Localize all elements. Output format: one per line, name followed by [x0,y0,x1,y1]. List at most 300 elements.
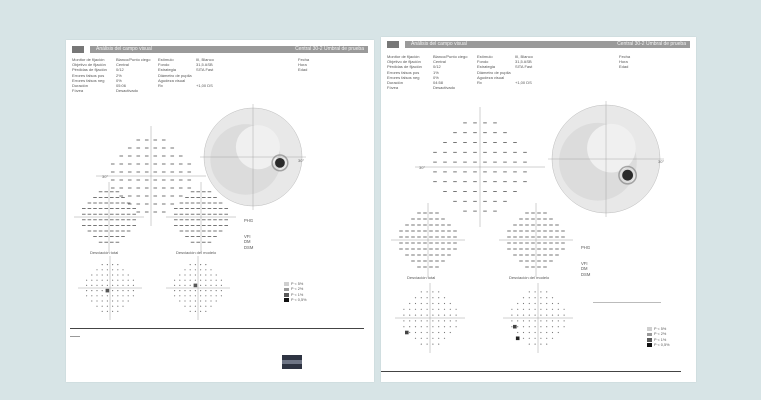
probability-point [200,269,201,270]
test-point [447,249,451,250]
test-point [531,243,535,244]
test-point [525,243,529,244]
legend-label: P < 2% [654,332,667,337]
test-point [110,236,114,237]
probability-point [438,303,439,304]
probability-point [184,300,185,301]
probability-point [427,320,428,321]
test-point [463,181,467,182]
probability-point [195,280,196,281]
test-point [463,152,467,153]
test-point [132,214,136,215]
test-point [136,140,140,141]
test-point [411,237,415,238]
test-point [174,219,178,220]
test-point [411,219,415,220]
test-point [417,261,421,262]
test-point [405,255,409,256]
test-point [443,172,447,173]
test-point [507,243,511,244]
index-label: VFI [244,234,251,239]
probability-point [546,297,547,298]
probability-point [558,309,559,310]
test-point [132,208,136,209]
test-point [116,214,120,215]
probability-point [179,280,180,281]
test-point [110,208,114,209]
probability-point [427,338,428,339]
probability-symbol [106,289,110,293]
test-point [441,261,445,262]
test-point [555,249,559,250]
test-point [531,267,535,268]
test-point [493,152,497,153]
probability-point [117,306,118,307]
test-point [447,231,451,232]
test-point [162,188,166,189]
test-point [202,191,206,192]
test-point [104,219,108,220]
test-point [196,203,200,204]
test-point [549,237,553,238]
test-point [435,219,439,220]
test-point [116,236,120,237]
test-point [405,243,409,244]
test-point [525,219,529,220]
probability-point [86,280,87,281]
test-point [128,148,132,149]
probability-point [102,295,103,296]
probability-point [96,295,97,296]
probability-point [195,300,196,301]
test-point [543,225,547,226]
report-header [90,46,368,53]
probability-point [546,344,547,345]
test-point [127,225,131,226]
probability-point [450,326,451,327]
probability-point [122,300,123,301]
test-point [519,261,523,262]
probability-point [546,309,547,310]
probability-point [403,326,404,327]
test-point [119,172,123,173]
test-point [549,243,553,244]
test-point [429,231,433,232]
test-point [443,191,447,192]
probability-point [535,344,536,345]
probability-point [190,285,191,286]
test-point [531,219,535,220]
test-point [453,191,457,192]
probability-point [133,285,134,286]
test-point [116,191,120,192]
test-point [441,243,445,244]
test-point [493,132,497,133]
probability-point [415,315,416,316]
test-point [513,181,517,182]
test-point [523,172,527,173]
probability-point [210,285,211,286]
test-point [519,249,523,250]
test-point [523,152,527,153]
probability-point [122,285,123,286]
test-point [121,231,125,232]
test-point [483,181,487,182]
probability-symbol [194,284,198,288]
meta-item: 0% [433,74,439,80]
probability-point [438,315,439,316]
test-point [132,225,136,226]
probability-point [86,295,87,296]
test-point [191,225,195,226]
probability-point [444,297,445,298]
pattern-deviation-grid [166,182,236,252]
report-title: Análisis del campo visual [411,41,467,47]
probability-point [438,332,439,333]
test-point [543,237,547,238]
test-point [224,208,228,209]
test-point [453,201,457,202]
probability-point [117,264,118,265]
test-point [493,142,497,143]
probability-point [432,291,433,292]
test-point [493,191,497,192]
probability-point [450,332,451,333]
test-point [399,243,403,244]
device-logo-icon [72,46,84,53]
probability-point [174,290,175,291]
test-point [423,243,427,244]
test-point [435,255,439,256]
test-point [507,231,511,232]
total-deviation-probability [78,256,142,320]
test-point [513,162,517,163]
test-point [423,255,427,256]
test-point [179,172,183,173]
test-point [88,208,92,209]
probability-point [205,306,206,307]
probability-point [200,311,201,312]
probability-point [190,311,191,312]
meta-item: 2% [116,72,122,78]
probability-point [107,285,108,286]
probability-point [444,303,445,304]
probability-point [96,306,97,307]
test-point [429,213,433,214]
legend-item [647,343,669,348]
test-point [435,213,439,214]
test-point [549,249,553,250]
probability-point [517,320,518,321]
blind-spot [275,158,285,168]
probability-point [107,280,108,281]
test-point [170,148,174,149]
meta-item: III, Blanco [515,54,533,59]
meta-item: III, Blanco [196,57,214,62]
test-point [537,267,541,268]
probability-point [205,300,206,301]
test-point [417,213,421,214]
probability-point [540,320,541,321]
probability-point [444,338,445,339]
test-point [525,261,529,262]
probability-point [133,295,134,296]
test-point [411,231,415,232]
test-point [411,261,415,262]
meta-item: Diámetro de pupila [158,72,192,78]
test-point [423,249,427,250]
probability-point [195,295,196,296]
pattern-deviation-probability [503,283,573,353]
probability-point [438,344,439,345]
test-point [429,255,433,256]
test-point [136,164,140,165]
probability-point [102,300,103,301]
test-point [180,225,184,226]
index-row [581,272,601,277]
probability-point [102,274,103,275]
test-point [483,123,487,124]
test-point [180,231,184,232]
test-point [111,164,115,165]
test-point [543,243,547,244]
test-point [453,243,457,244]
test-point [219,203,223,204]
probability-point [102,269,103,270]
test-point [435,261,439,262]
test-point [88,219,92,220]
meta-item: Agudeza visual [477,74,505,80]
probability-point [200,274,201,275]
probability-point [529,332,530,333]
probability-point [546,315,547,316]
probability-point [438,338,439,339]
test-point [196,191,200,192]
test-point [441,219,445,220]
test-point [170,172,174,173]
probability-point [444,309,445,310]
probability-point [409,303,410,304]
test-point [127,231,131,232]
probability-point [195,306,196,307]
probability-point [205,311,206,312]
probability-point [523,326,524,327]
test-point [507,249,511,250]
axis-degree-label: 30° [298,158,305,163]
test-point [162,164,166,165]
test-point [411,225,415,226]
test-point [196,219,200,220]
test-point [196,231,200,232]
probability-point [529,344,530,345]
test-point [127,219,131,220]
test-point [423,237,427,238]
test-point [99,203,103,204]
test-point [145,164,149,165]
probability-point [112,306,113,307]
probability-point [190,264,191,265]
test-point [531,261,535,262]
test-point [443,181,447,182]
test-point [423,261,427,262]
test-point [191,242,195,243]
test-point [202,225,206,226]
test-point [121,203,125,204]
probability-point [102,306,103,307]
test-point [411,249,415,250]
test-point [561,249,565,250]
probability-point [195,274,196,275]
probability-point [200,300,201,301]
legend-label: P < 2% [291,287,304,292]
test-point [121,208,125,209]
test-point [208,214,212,215]
test-point [463,132,467,133]
test-point [433,162,437,163]
probability-point [409,315,410,316]
probability-point [529,315,530,316]
probability-point [444,332,445,333]
test-point [453,152,457,153]
test-point [185,197,189,198]
test-point [519,231,523,232]
test-point [104,225,108,226]
test-point [503,172,507,173]
probability-point [128,280,129,281]
probability-point [107,264,108,265]
probability-point [535,297,536,298]
probability-point [205,285,206,286]
probability-point [432,338,433,339]
test-point [191,236,195,237]
probability-point [546,291,547,292]
test-point [93,219,97,220]
probability-point [540,297,541,298]
test-point [136,148,140,149]
test-point [213,219,217,220]
test-point [423,219,427,220]
probability-point [546,332,547,333]
probability-point [529,326,530,327]
pattern-deviation-grid [499,203,573,277]
test-point [185,208,189,209]
probability-point [517,332,518,333]
test-point [202,197,206,198]
meta-values-2 [196,57,214,88]
test-point [162,148,166,149]
test-point [99,242,103,243]
test-point [119,156,123,157]
test-point [99,214,103,215]
test-point [513,237,517,238]
legend-label: P < 0,5% [654,343,670,348]
probability-point [117,269,118,270]
test-point [224,225,228,226]
test-point [473,152,477,153]
test-point [503,201,507,202]
probability-symbol-icon [284,288,289,292]
test-point [111,180,115,181]
test-point [483,162,487,163]
test-point [519,243,523,244]
probability-point [432,297,433,298]
probability-point [427,344,428,345]
test-point [423,231,427,232]
test-point [399,237,403,238]
test-point [483,172,487,173]
test-point [180,203,184,204]
test-point [423,267,427,268]
probability-point [535,303,536,304]
meta-item: Errores falsos neg [387,74,420,80]
probability-point [205,290,206,291]
total-deviation-label: Desviación total [90,250,119,255]
test-point [513,243,517,244]
meta-item: Diámetro de pupila [477,69,511,75]
probability-symbol [516,337,520,341]
test-point [213,231,217,232]
test-point [116,231,120,232]
probability-point [190,290,191,291]
meta-labels-2 [477,54,511,85]
test-point [121,225,125,226]
test-point [483,191,487,192]
meta-item: Desactivado [116,88,139,94]
probability-point [91,300,92,301]
test-point [417,219,421,220]
meta-item: Estrategia [477,64,496,70]
probability-point [517,315,518,316]
legend-label: P < 5% [654,327,667,331]
test-point [153,164,157,165]
probability-point [117,300,118,301]
meta-item: Estrategia [158,67,177,73]
probability-point [117,274,118,275]
probability-point [107,300,108,301]
probability-point [552,320,553,321]
probability-point [86,285,87,286]
test-point [473,142,477,143]
probability-point [415,332,416,333]
test-point [136,180,140,181]
test-point [136,172,140,173]
probability-point [184,290,185,291]
test-name: Central 30-2 Umbral de prueba [295,46,364,52]
probability-point [107,269,108,270]
test-point [162,204,166,205]
test-point [153,172,157,173]
test-point [513,225,517,226]
meta-item: Objetivo de fijación [72,62,106,68]
test-point [104,197,108,198]
meta-item: 0/12 [433,64,441,70]
probability-point [427,315,428,316]
probability-point [128,274,129,275]
probability-point [517,326,518,327]
meta-item: Hora [298,62,307,68]
probability-point [107,311,108,312]
test-point [185,231,189,232]
test-point [121,214,125,215]
probability-point [415,303,416,304]
test-point [88,231,92,232]
test-point [435,237,439,238]
probability-point [195,311,196,312]
test-point [202,208,206,209]
test-point [453,249,457,250]
probability-point [122,274,123,275]
probability-point [210,306,211,307]
